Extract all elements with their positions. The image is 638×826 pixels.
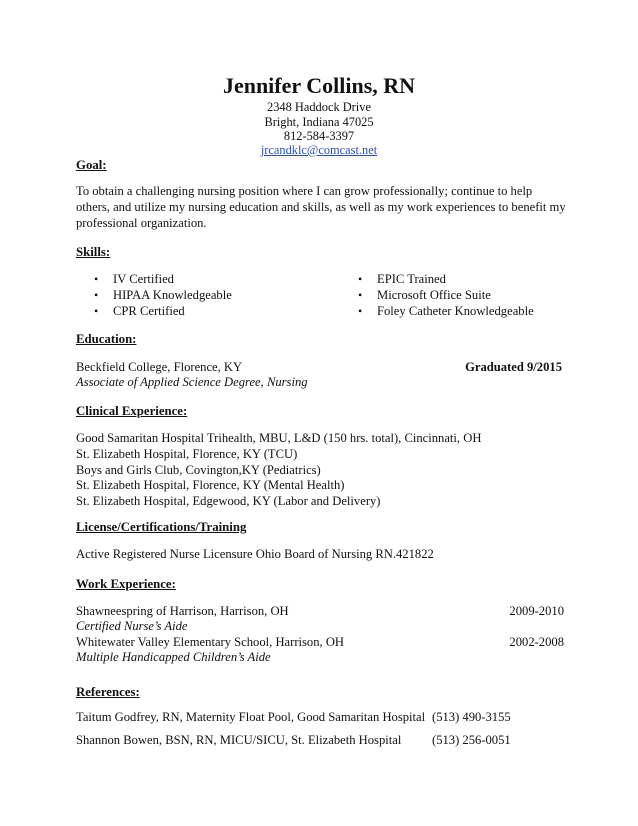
work-heading: Work Experience: <box>76 577 176 591</box>
clinical-list <box>76 431 481 510</box>
skill-item: • EPIC Trained <box>358 272 534 288</box>
license-text: Active Registered Nurse Licensure Ohio Board of Nursing RN.421822 <box>76 547 434 561</box>
candidate-name: Jennifer Collins, RN <box>222 73 416 98</box>
address-line-1: 2348 Haddock Drive <box>267 100 371 114</box>
address-line-2: Bright, Indiana 47025 <box>264 115 374 129</box>
reference-name: Shannon Bowen, BSN, RN, MICU/SICU, St. Elizabeth Hospital <box>76 733 402 747</box>
skill-item: • Microsoft Office Suite <box>358 288 534 304</box>
goal-line: To obtain a challenging nursing position where I can grow professionally; continue to help <box>76 184 533 198</box>
job-employer: Whitewater Valley Elementary School, Harrison, OH <box>76 635 345 649</box>
email-link[interactable]: jrcandklc@comcast.net <box>260 143 378 157</box>
clinical-item: St. Elizabeth Hospital, Florence, KY (Mental Health) <box>76 478 345 493</box>
references-heading: References: <box>76 685 140 699</box>
skills-list-right <box>358 272 534 319</box>
job-role: Multiple Handicapped Children’s Aide <box>76 650 271 664</box>
education-school: Beckfield College, Florence, KY <box>76 360 243 374</box>
goal-paragraph <box>76 184 566 231</box>
license-heading: License/Certifications/Training <box>76 520 247 534</box>
reference-phone: (513) 490-3155 <box>432 710 511 724</box>
skill-item: • CPR Certified <box>94 304 232 320</box>
reference-name: Taitum Godfrey, RN, Maternity Float Pool, Good Samaritan Hospital <box>76 710 426 724</box>
skill-item: • IV Certified <box>94 272 232 288</box>
skills-heading: Skills: <box>76 245 111 259</box>
goal-heading: Goal: <box>76 158 107 172</box>
clinical-item: Boys and Girls Club, Covington,KY (Pediatrics) <box>76 462 321 477</box>
skill-item: • Foley Catheter Knowledgeable <box>358 304 534 320</box>
job-employer: Shawneespring of Harrison, Harrison, OH <box>76 604 289 618</box>
phone-number: 812-584-3397 <box>283 129 355 143</box>
clinical-item: Good Samaritan Hospital Trihealth, MBU, L&D (150 hrs. total), Cincinnati, OH <box>76 431 482 445</box>
education-degree: Associate of Applied Science Degree, Nursing <box>76 375 308 389</box>
skills-list-left <box>94 272 232 319</box>
job-dates: 2002-2008 <box>509 635 564 649</box>
reference-phone: (513) 256-0051 <box>432 733 511 747</box>
email-container <box>0 143 638 159</box>
skill-item: • HIPAA Knowledgeable <box>94 288 232 304</box>
goal-line: others, and utilize my nursing education and skills, as well as my work experiences to benefit my <box>76 199 566 214</box>
clinical-item: St. Elizabeth Hospital, Florence, KY (TCU) <box>76 446 298 461</box>
job-role: Certified Nurse’s Aide <box>76 619 188 633</box>
goal-line: professional organization. <box>76 215 207 230</box>
graduation-date: Graduated 9/2015 <box>465 360 562 374</box>
clinical-heading: Clinical Experience: <box>76 404 188 418</box>
job-dates: 2009-2010 <box>509 604 564 618</box>
education-heading: Education: <box>76 332 137 346</box>
clinical-item: St. Elizabeth Hospital, Edgewood, KY (Labor and Delivery) <box>76 494 381 509</box>
